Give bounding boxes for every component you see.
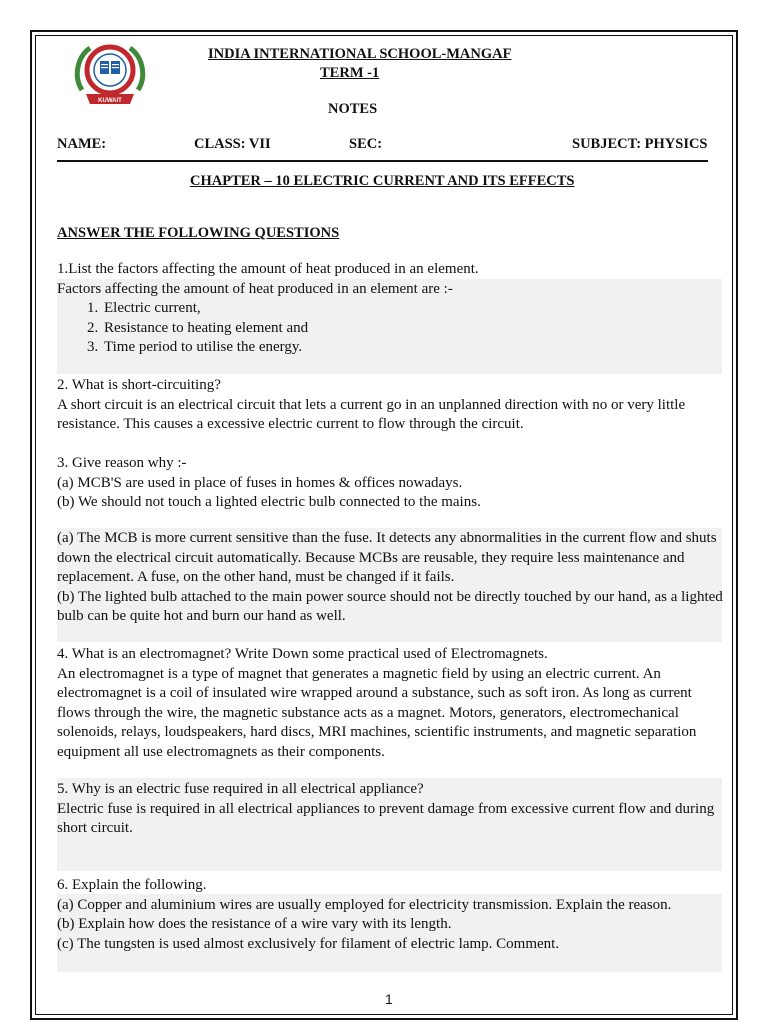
question-5-block [57, 780, 725, 839]
question-6-part-c: (c) The tungsten is used almost exclusively for filament of electric lamp. Comment. [57, 935, 560, 952]
question-3-answer-b: (b) The lighted bulb attached to the main power source should not be directly touched by our hand, as a lighted bulb can be quite hot and burn our hand as well. [57, 588, 723, 624]
school-name: INDIA INTERNATIONAL SCHOOL-MANGAF [208, 46, 512, 62]
school-logo [72, 40, 148, 112]
question-4-answer: An electromagnet is a type of magnet that generates a magnetic field by using an electric current. An electromagnet is a coil of insulated wire wrapped around a substance, such as soft iron. As long as current flows through the wire, the magnetic substance acts as a magnet. Motors, generators, electromechanical solenoids, relays, loudspeakers, hard discs, MRI machines, scientific instruments, and magnetic separation equipment all use electromagnets as their components. [57, 665, 697, 760]
list-item: 3. Time period to utilise the energy. [102, 338, 725, 358]
question-1-block [57, 260, 725, 358]
factors-list [57, 299, 725, 358]
question-4-text: 4. What is an electromagnet? Write Down some practical used of Electromagnets. [57, 646, 548, 662]
question-2-text: 2. What is short-circuiting? [57, 377, 221, 393]
name-field-label: NAME: [57, 136, 107, 152]
question-6-part-a: (a) Copper and aluminium wires are usually employed for electricity transmission. Explain the reason. [57, 896, 672, 913]
list-item: 1. Electric current, [102, 299, 725, 319]
header-divider [57, 160, 708, 162]
question-4-block [57, 645, 725, 762]
question-3-part-a: (a) MCB'S are used in place of fuses in homes & offices nowadays. [57, 474, 463, 491]
question-6-block [57, 876, 697, 954]
question-3-answer-a: (a) The MCB is more current sensitive than the fuse. It detects any abnormalities in the current flow and shuts down the electrical circuit automatically. Because MCBs are reusable, they require less maintenance and replacement. A fuse, on the other hand, must be changed if it fails. [57, 530, 717, 585]
subject-field-label: SUBJECT: PHYSICS [572, 136, 708, 152]
chapter-title: CHAPTER – 10 ELECTRIC CURRENT AND ITS EFFECTS [190, 173, 575, 189]
list-item: 2. Resistance to heating element and [102, 319, 725, 339]
school-crest-icon [72, 40, 148, 112]
question-3-answer-block [57, 529, 725, 627]
question-3-text: 3. Give reason why :- [57, 455, 187, 471]
question-3-part-b: (b) We should not touch a lighted electric bulb connected to the mains. [57, 494, 481, 510]
logo-country-text: KUWAIT [98, 98, 122, 104]
question-2-block [57, 376, 725, 435]
question-6-part-b: (b) Explain how does the resistance of a wire vary with its length. [57, 916, 452, 932]
question-1-text: 1.List the factors affecting the amount of heat produced in an element. [57, 261, 479, 277]
term-label: TERM -1 [320, 65, 380, 81]
section-heading: ANSWER THE FOLLOWING QUESTIONS [57, 225, 340, 241]
notes-label: NOTES [328, 101, 378, 117]
question-5-answer: Electric fuse is required in all electrical appliances to prevent damage from excessive current flow and during short circuit. [57, 800, 715, 836]
question-5-text: 5. Why is an electric fuse required in all electrical appliance? [57, 781, 424, 797]
sec-field-label: SEC: [349, 136, 383, 152]
question-1-answer-intro: Factors affecting the amount of heat produced in an element are :- [57, 280, 453, 297]
question-3-block [57, 454, 725, 513]
question-6-text: 6. Explain the following. [57, 877, 207, 893]
page-number: 1 [385, 991, 393, 1007]
question-2-answer: A short circuit is an electrical circuit that lets a current go in an unplanned direction with no or very little resistance. This causes a excessive electric current to flow through the circuit. [57, 396, 686, 432]
class-field-label: CLASS: VII [194, 136, 271, 152]
